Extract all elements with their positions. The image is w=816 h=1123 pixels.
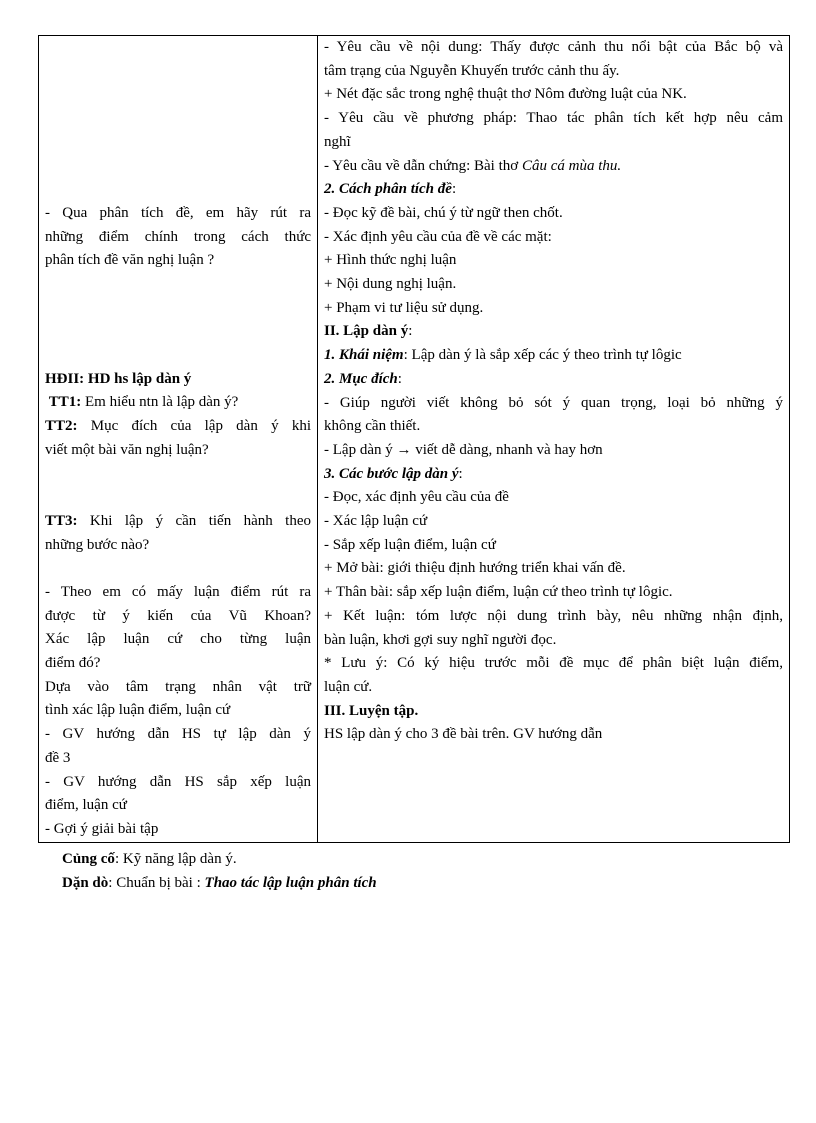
net-dac-sac-line: + Nét đặc sắc trong nghệ thuật thơ Nôm đường luật của NK. bbox=[324, 86, 687, 103]
section-ii-heading: II. Lập dàn ý: bbox=[324, 323, 413, 340]
buoc-item: - Xác lập luận cứ bbox=[324, 513, 428, 530]
cach-item: + Phạm vi tư liệu sử dụng. bbox=[324, 299, 484, 316]
content-column bbox=[318, 36, 790, 843]
muc-dich-item: - Giúp người viết không bỏ sót ý quan trọng, loại bỏ những ý bbox=[324, 394, 783, 411]
tt2-line: TT2: Mục đích của lập dàn ý khi bbox=[45, 418, 311, 435]
cac-buoc-heading: 3. Các bước lập dàn ý: bbox=[324, 465, 463, 482]
dan-do-label: Dặn dò bbox=[62, 874, 109, 891]
question-luan-diem-line: - Theo em có mấy luận điểm rút ra bbox=[45, 583, 311, 600]
tt2-line: viết một bài văn nghị luận? bbox=[45, 441, 209, 458]
buoc-item: - Đọc, xác định yêu cầu của đề bbox=[324, 489, 509, 506]
gv-guide-line: điểm, luận cứ bbox=[45, 797, 127, 814]
activity-column bbox=[39, 36, 318, 843]
hd-title: HĐII: HD hs lập dàn ý bbox=[45, 370, 192, 387]
question-luan-diem-line: điểm đó? bbox=[45, 655, 101, 672]
khai-niem-line: 1. Khái niệm: Lập dàn ý là sắp xếp các ý theo trình tự lôgic bbox=[324, 347, 682, 364]
question-analyze-line: phân tích đề văn nghị luận ? bbox=[45, 252, 215, 269]
cach-item: + Hình thức nghị luận bbox=[324, 252, 457, 269]
question-luan-diem-line: Xác lập luận cứ cho từng luận bbox=[45, 631, 311, 648]
question-luan-diem-line: được từ ý kiến của Vũ Khoan? bbox=[45, 607, 311, 624]
question-analyze-line: những điểm chính trong cách thức bbox=[45, 228, 311, 245]
muc-dich-heading: 2. Mục đích: bbox=[324, 370, 402, 387]
tt3-line: những bước nào? bbox=[45, 536, 150, 553]
question-analyze-line: - Qua phân tích đề, em hãy rút ra bbox=[45, 204, 311, 221]
luu-y-line: luận cứ. bbox=[324, 678, 373, 695]
cung-co-line: Củng cố: Kỹ năng lập dàn ý. bbox=[62, 851, 237, 867]
gv-guide-line: - GV hướng dẫn HS tự lập dàn ý bbox=[45, 726, 311, 743]
muc-dich-item: không cần thiết. bbox=[324, 418, 421, 435]
lesson-row bbox=[39, 36, 790, 843]
lesson-footer bbox=[62, 848, 377, 895]
poem-title: Câu cá mùa thu. bbox=[521, 157, 622, 174]
section-iii-heading: III. Luyện tập. bbox=[324, 702, 419, 719]
muc-dich-arrow-line: - Lập dàn ý → viết dễ dàng, nhanh và hay hơn bbox=[324, 441, 603, 458]
next-lesson-title: Thao tác lập luận phân tích bbox=[204, 874, 377, 891]
ket-luan-line: bàn luận, khơi gợi suy nghĩ người đọc. bbox=[324, 631, 557, 648]
gv-guide-line: - GV hướng dẫn HS sắp xếp luận bbox=[45, 773, 311, 790]
tt2-label: TT2: bbox=[45, 418, 78, 435]
gv-guide-line: đề 3 bbox=[45, 749, 71, 766]
cung-co-label: Củng cố bbox=[62, 851, 115, 867]
buoc-item: + Mở bài: giới thiệu định hướng triển khai vấn đề. bbox=[324, 560, 626, 577]
tt1-line: TT1: Em hiểu ntn là lập dàn ý? bbox=[48, 394, 239, 411]
cach-phan-tich-heading: 2. Cách phân tích đề: bbox=[324, 181, 457, 198]
goi-y-line: - Gợi ý giải bài tập bbox=[45, 820, 159, 837]
tt3-line: TT3: Khi lập ý cần tiến hành theo bbox=[45, 512, 311, 529]
question-tam-trang-line: tình xác lập luận điểm, luận cứ bbox=[45, 702, 231, 719]
tt1-label: TT1: bbox=[48, 394, 82, 411]
cach-item: + Nội dung nghị luận. bbox=[324, 276, 457, 293]
lesson-table bbox=[38, 35, 790, 843]
cach-item: - Đọc kỹ đề bài, chú ý từ ngữ then chốt. bbox=[324, 204, 563, 221]
luu-y-line: * Lưu ý: Có ký hiệu trước mỗi đề mục để phân biệt luận điểm, bbox=[324, 655, 783, 672]
buoc-item: - Sắp xếp luận điểm, luận cứ bbox=[324, 536, 496, 553]
luyen-tap-line: HS lập dàn ý cho 3 đề bài trên. GV hướng dẫn bbox=[324, 726, 603, 743]
yc-phuong-phap-line: nghĩ bbox=[324, 133, 351, 150]
tt3-label: TT3: bbox=[45, 512, 78, 529]
yc-noi-dung-line: - Yêu cầu về nội dung: Thấy được cảnh thu nổi bật của Bắc bộ và bbox=[324, 39, 783, 55]
ket-luan-line: + Kết luận: tóm lược nội dung trình bày, nêu những nhận định, bbox=[324, 607, 783, 624]
yc-phuong-phap-line: - Yêu cầu về phương pháp: Thao tác phân tích kết hợp nêu cảm bbox=[324, 110, 783, 127]
yc-noi-dung-line: tâm trạng của Nguyễn Khuyến trước cảnh thu ấy. bbox=[324, 62, 620, 79]
question-tam-trang-line: Dựa vào tâm trạng nhân vật trữ bbox=[45, 678, 311, 695]
cach-item: - Xác định yêu cầu của đề về các mặt: bbox=[324, 228, 552, 245]
yc-dan-chung-line: - Yêu cầu về dẫn chứng: Bài thơ Câu cá mùa thu. bbox=[324, 157, 622, 174]
buoc-item: + Thân bài: sắp xếp luận điểm, luận cứ theo trình tự lôgic. bbox=[324, 584, 673, 601]
dan-do-line: Dặn dò: Chuẩn bị bài : Thao tác lập luận phân tích bbox=[62, 874, 377, 891]
